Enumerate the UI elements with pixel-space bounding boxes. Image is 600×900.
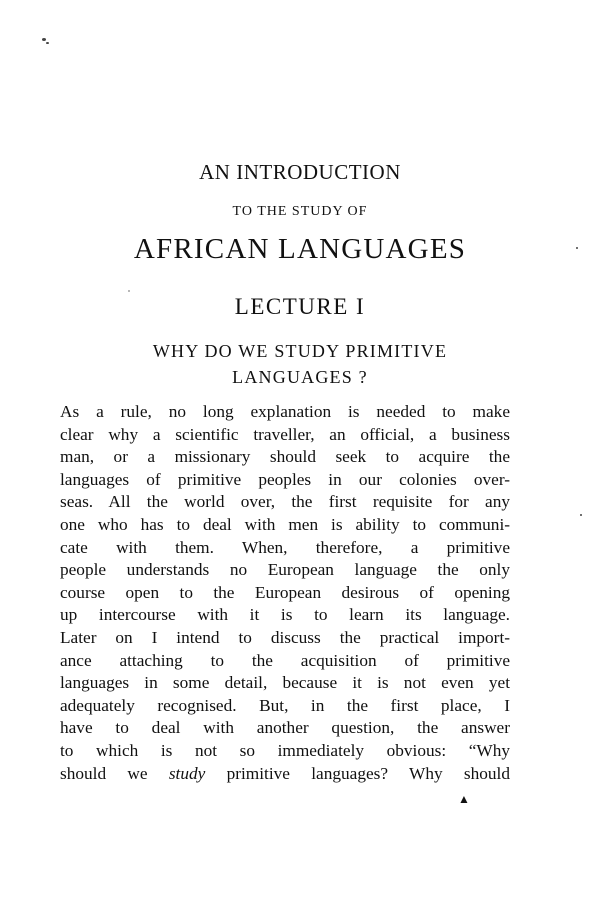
body-line: languages in some detail, because it is not even yet [60,673,510,693]
body-line: seas. All the world over, the first requisite for any [60,492,510,512]
chapter-heading-line-2: LANGUAGES ? [232,367,368,387]
book-title-line-3: AFRICAN LANGUAGES [133,233,467,265]
chapter-heading [0,338,600,390]
body-line: to which is not so immediately obvious: “Why [60,740,510,760]
body-line-last [60,763,510,786]
body-text-run: primitive languages? Why should [205,763,510,783]
body-line: languages of primitive peoples in our colonies over- [60,469,510,489]
page-speck [42,38,46,41]
body-line: have to deal with another question, the answer [60,718,510,738]
body-line: adequately recognised. But, in the first place, I [60,695,510,715]
body-line: Later on I intend to discuss the practical import- [60,627,510,647]
catchword-mark: ▲ [458,792,470,806]
body-line: clear why a scientific traveller, an official, a business [60,424,510,444]
body-line: one who has to deal with men is ability to communi- [60,514,510,534]
page-speck [580,514,582,516]
body-line: up intercourse with it is to learn its language. [60,605,510,625]
chapter-heading-line-1: WHY DO WE STUDY PRIMITIVE [152,341,448,361]
body-line: ance attaching to the acquisition of primitive [60,650,510,670]
body-line: people understands no European language the only [60,560,510,580]
body-text-run: should we [60,763,169,783]
body-line: course open to the European desirous of opening [60,582,510,602]
book-title-line-1: AN INTRODUCTION [199,160,401,184]
lecture-heading: LECTURE I [234,294,366,319]
body-paragraph [60,401,510,785]
body-line: cate with them. When, therefore, a primitive [60,537,510,557]
body-line: man, or a missionary should seek to acquire the [60,447,510,467]
page-speck [46,42,49,44]
body-line: As a rule, no long explanation is needed to make [60,402,510,421]
book-title-line-2: TO THE STUDY OF [232,204,368,219]
page-speck [128,290,130,292]
emphasized-word: study [168,763,206,783]
